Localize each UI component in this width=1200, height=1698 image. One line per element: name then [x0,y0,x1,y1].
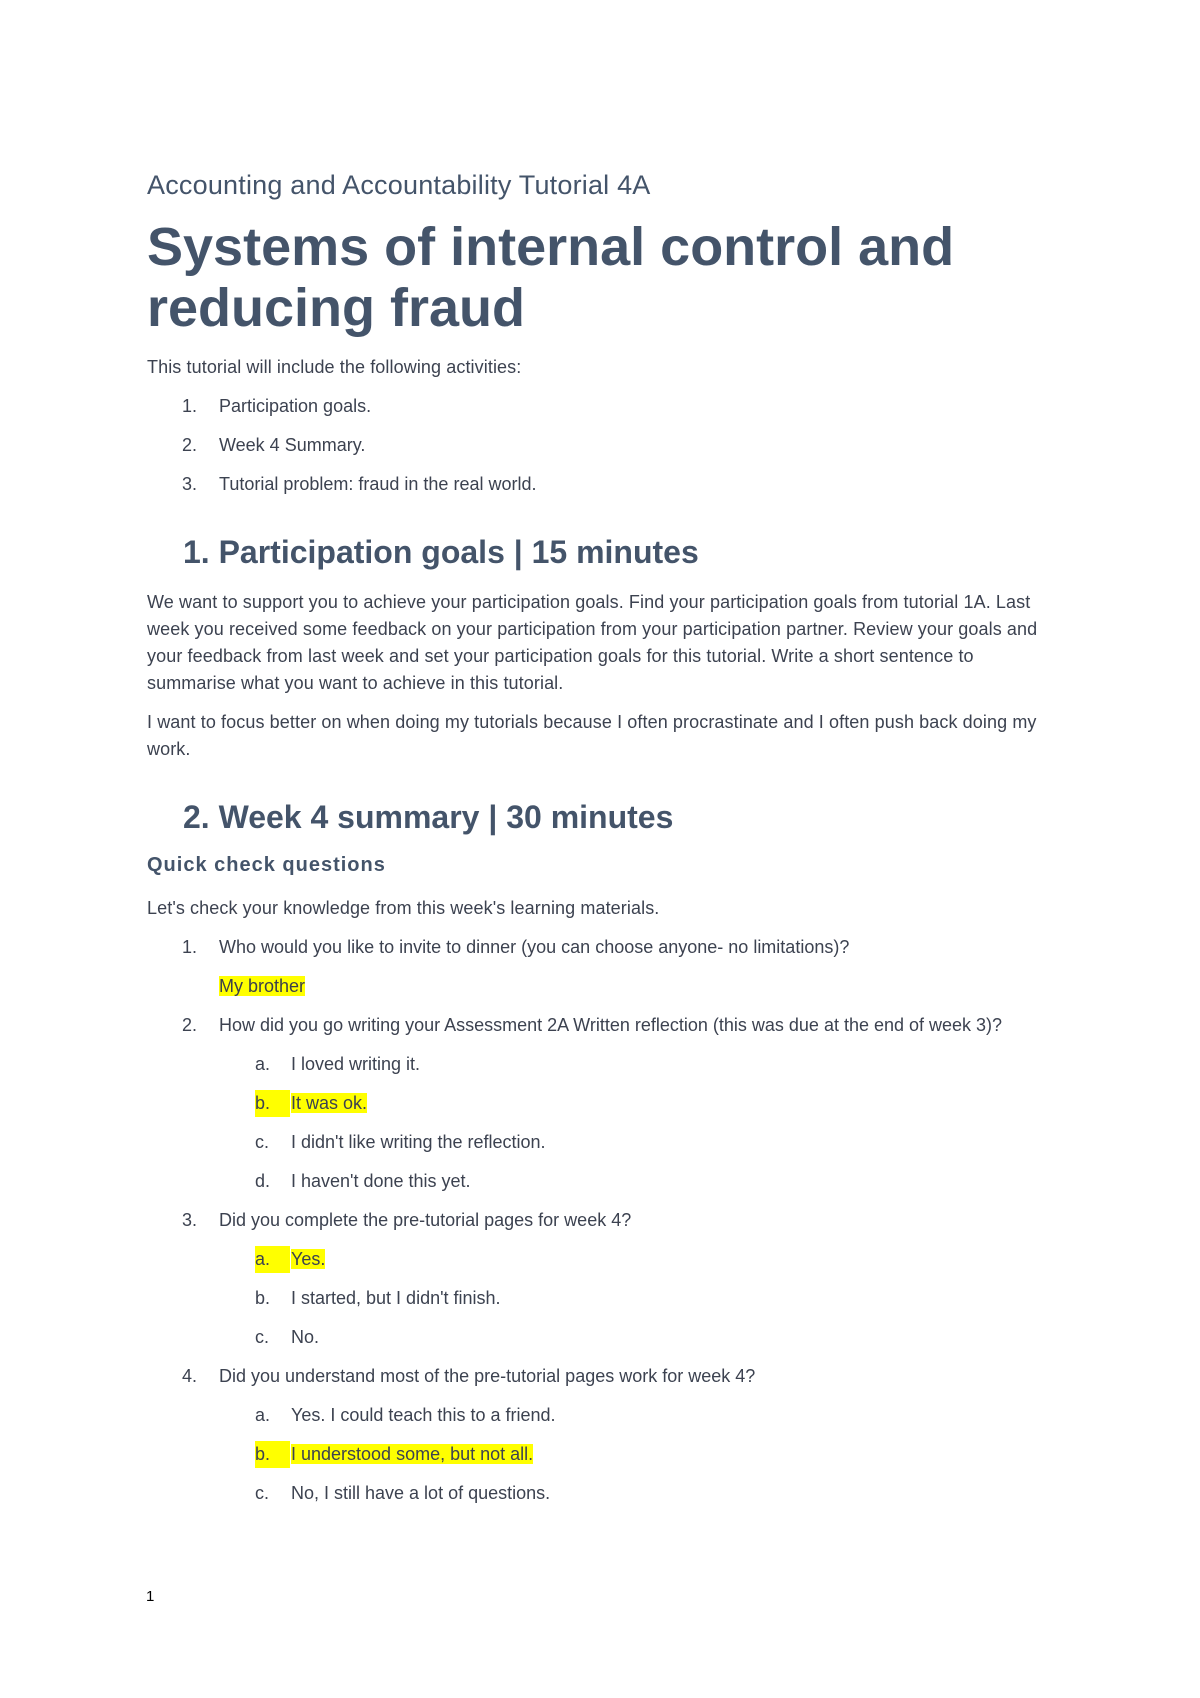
document-title [147,217,1047,339]
section1-heading: 1. Participation goals | 15 minutes [183,534,699,570]
list-item [147,393,1047,420]
question-answer [147,973,1047,1000]
option-item [147,1168,1047,1195]
list-item-text: Participation goals. [219,396,372,416]
option-item [147,1051,1047,1078]
list-item-text: Tutorial problem: fraud in the real world. [219,474,537,494]
highlighted-answer: My brother [219,976,306,996]
list-item [147,471,1047,498]
section1-paragraph: We want to support you to achieve your participation goals. Find your participation goals from tutorial 1A. Last week you received some feedback on your participation from your participation partner. Review your goals and your feedback from last week and set your participation goals for this tutorial. Write a short sentence to summarise what you want to achieve in this tutorial. [147,592,1038,693]
option-text: I didn't like writing the reflection. [291,1132,546,1152]
option-item [147,1285,1047,1312]
list-item-number: 3. [182,474,198,494]
option-item-selected [147,1090,1047,1117]
option-letter: b. [255,1288,271,1308]
option-letter: a. [255,1246,290,1273]
option-text: I haven't done this yet. [291,1171,471,1191]
option-letter: b. [255,1090,290,1117]
option-letter: a. [255,1405,271,1425]
title-line-2: reducing fraud [147,278,526,338]
question-item [147,1012,1047,1039]
option-text: I started, but I didn't finish. [291,1288,501,1308]
questions-list [147,934,1047,1507]
list-item-number: 2. [182,435,198,455]
option-text: No. [291,1327,320,1347]
list-item [147,432,1047,459]
document-subtitle: Accounting and Accountability Tutorial 4A [147,170,651,200]
option-letter: c. [255,1483,270,1503]
option-letter: a. [255,1054,271,1074]
question-text: Who would you like to invite to dinner (you can choose anyone- no limitations)? [219,937,850,957]
option-letter: c. [255,1327,270,1347]
question-number: 4. [182,1366,198,1386]
intro-text: This tutorial will include the following activities: [147,357,522,377]
option-text: Yes. [291,1249,326,1269]
option-text: I understood some, but not all. [291,1444,534,1464]
list-item-text: Week 4 Summary. [219,435,366,455]
question-item [147,1207,1047,1234]
option-item [147,1480,1047,1507]
activities-list [147,393,1047,498]
quick-check-intro: Let's check your knowledge from this week's learning materials. [147,898,660,918]
document-page [147,168,1047,1507]
question-item [147,1363,1047,1390]
question-number: 1. [182,937,198,957]
option-text: No, I still have a lot of questions. [291,1483,551,1503]
question-text: Did you understand most of the pre-tutorial pages work for week 4? [219,1366,756,1386]
list-item-number: 1. [182,396,198,416]
title-line-1: Systems of internal control and [147,217,955,277]
quick-check-heading: Quick check questions [147,854,386,876]
option-letter: b. [255,1441,290,1468]
question-item [147,934,1047,961]
section1-response: I want to focus better on when doing my tutorials because I often procrastinate and I often push back doing my work. [147,712,1037,759]
option-letter: d. [255,1171,271,1191]
question-number: 3. [182,1210,198,1230]
option-item [147,1402,1047,1429]
option-item-selected [147,1246,1047,1273]
option-text: It was ok. [291,1093,368,1113]
question-text: How did you go writing your Assessment 2A Written reflection (this was due at the end of week 3)? [219,1015,1003,1035]
question-text: Did you complete the pre-tutorial pages for week 4? [219,1210,632,1230]
option-item-selected [147,1441,1047,1468]
question-number: 2. [182,1015,198,1035]
section2-heading: 2. Week 4 summary | 30 minutes [183,799,674,835]
option-letter: c. [255,1132,270,1152]
option-text: Yes. I could teach this to a friend. [291,1405,556,1425]
option-item [147,1129,1047,1156]
option-text: I loved writing it. [291,1054,421,1074]
page-number: 1 [146,1588,155,1605]
option-item [147,1324,1047,1351]
